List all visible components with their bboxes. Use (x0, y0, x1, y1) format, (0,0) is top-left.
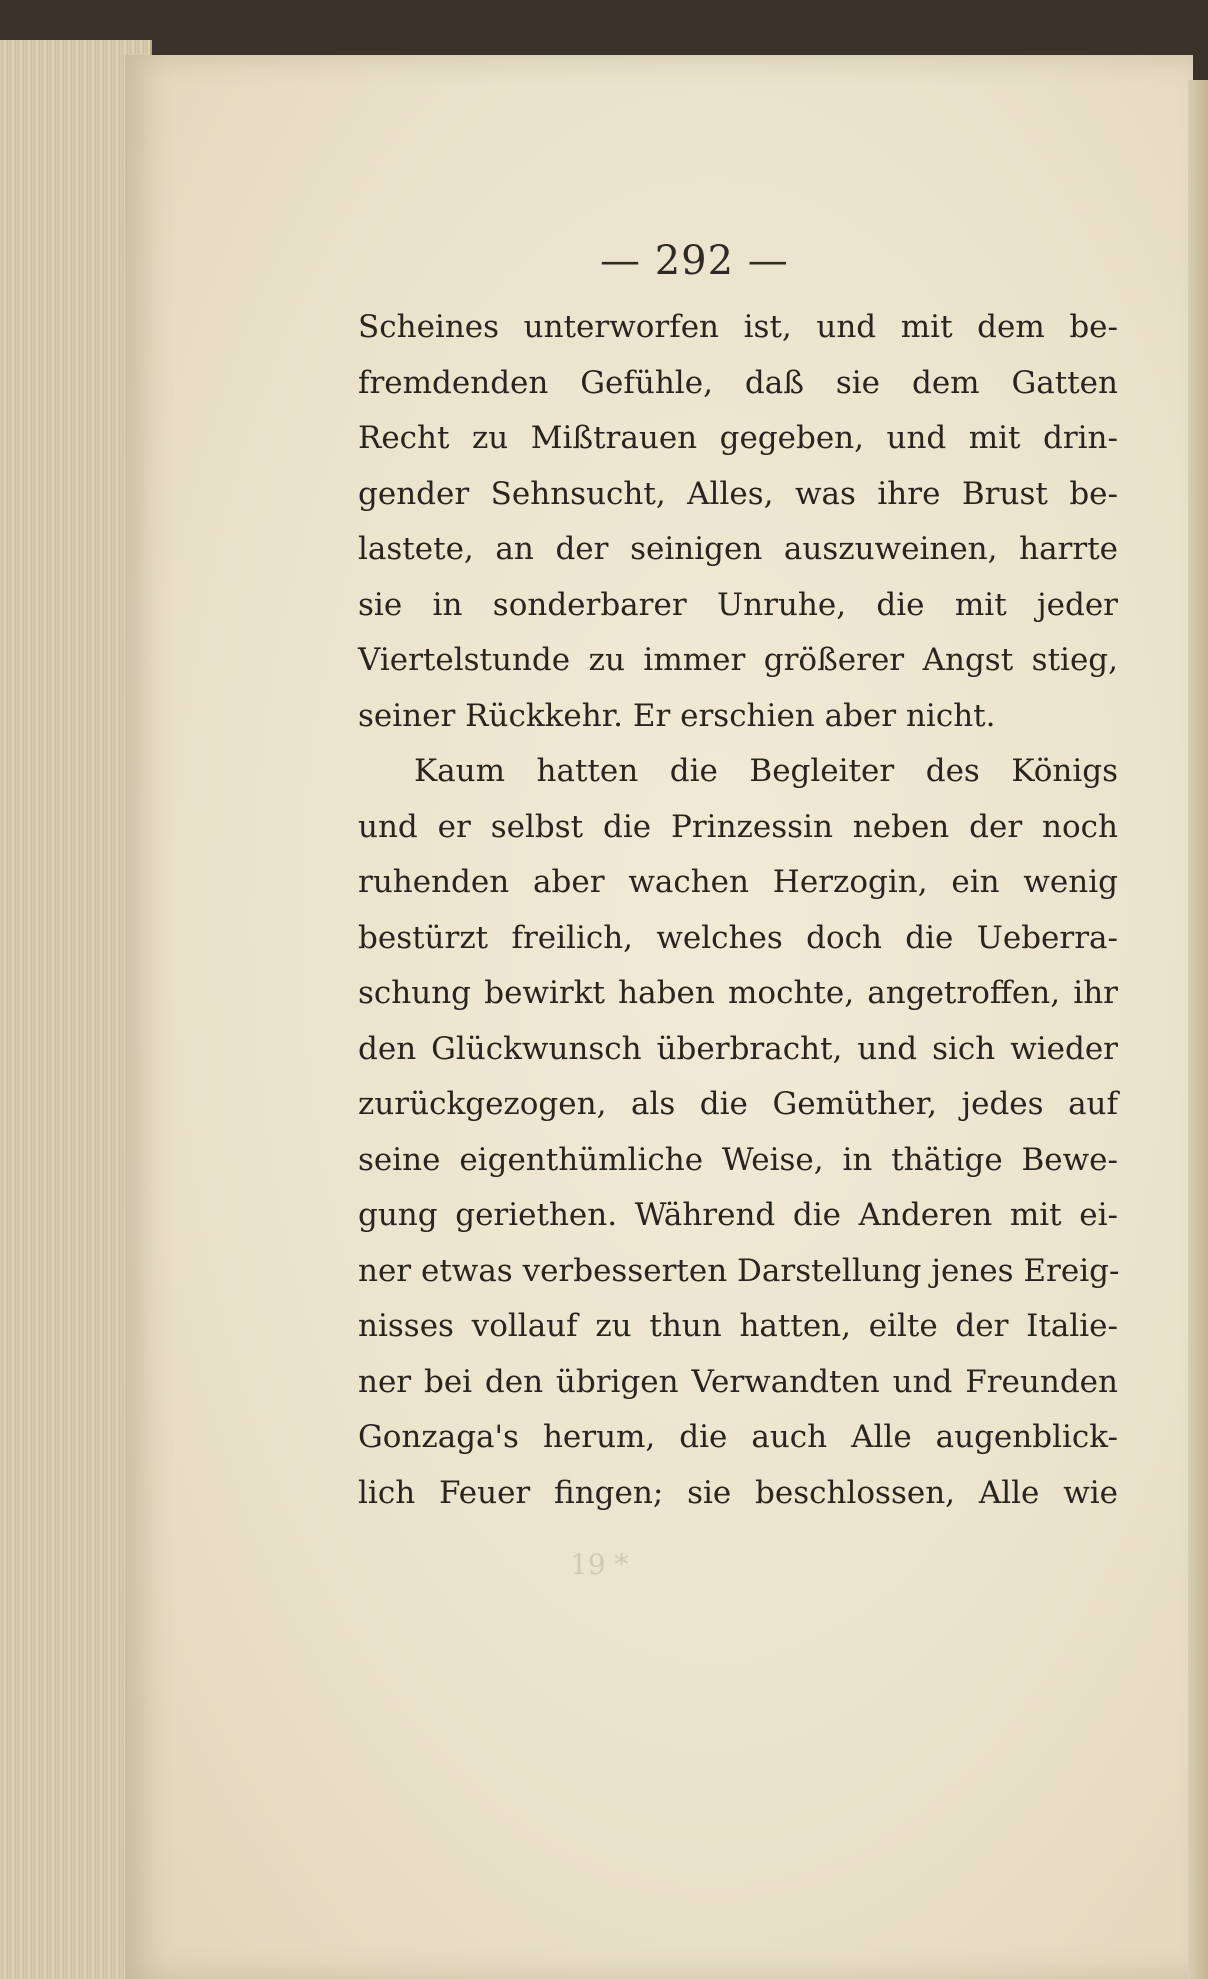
text-line: seiner Rückkehr. Er erschien aber nicht. (358, 697, 996, 734)
text-line: Kaum hatten die Begleiter des Königs (414, 753, 1118, 789)
text-line: zurückgezogen, als die Gemüther, jedes auf (358, 1086, 1118, 1122)
text-line: schung bewirkt haben mochte, angetroffen, ihr (358, 975, 1118, 1011)
text-line: bestürzt freilich, welches doch die Ueberra- (358, 919, 1118, 956)
text-line: fremdenden Gefühle, daß sie dem Gatten (358, 364, 1118, 401)
text-line: sie in sonderbarer Unruhe, die mit jeder (358, 586, 1118, 623)
right-page-edge (1188, 80, 1208, 1979)
text-line: nisses vollauf zu thun hatten, eilte der Italie- (358, 1308, 1118, 1344)
text-line: Scheines unterworfen ist, und mit dem be- (358, 309, 1118, 345)
text-line: und er selbst die Prinzessin neben der noch (358, 808, 1118, 845)
text-line: seine eigenthümliche Weise, in thätige Bewe- (358, 1141, 1118, 1178)
signature-mark: 19 * (570, 1548, 629, 1581)
text-line: lastete, an der seinigen auszuweinen, harrte (358, 531, 1118, 567)
text-line: Recht zu Mißtrauen gegeben, und mit drin- (358, 420, 1118, 456)
text-block (358, 300, 1118, 1521)
text-line: den Glückwunsch überbracht, und sich wieder (358, 1030, 1118, 1067)
text-line: ruhenden aber wachen Herzogin, ein wenig (358, 864, 1118, 900)
text-line: ner bei den übrigen Verwandten und Freunden (358, 1363, 1118, 1400)
text-line: gung geriethen. Während die Anderen mit ei- (358, 1197, 1118, 1233)
text-line: ner etwas verbesserten Darstellung jenes Ereig- (358, 1252, 1120, 1289)
text-line: lich Feuer fingen; sie beschlossen, Alle wie (358, 1474, 1118, 1511)
text-line: Viertelstunde zu immer größerer Angst stieg, (358, 642, 1118, 678)
page-number: — 292 — (600, 238, 789, 284)
text-line: gender Sehnsucht, Alles, was ihre Brust be- (358, 475, 1118, 512)
text-line: Gonzaga's herum, die auch Alle augenblick- (358, 1419, 1118, 1455)
